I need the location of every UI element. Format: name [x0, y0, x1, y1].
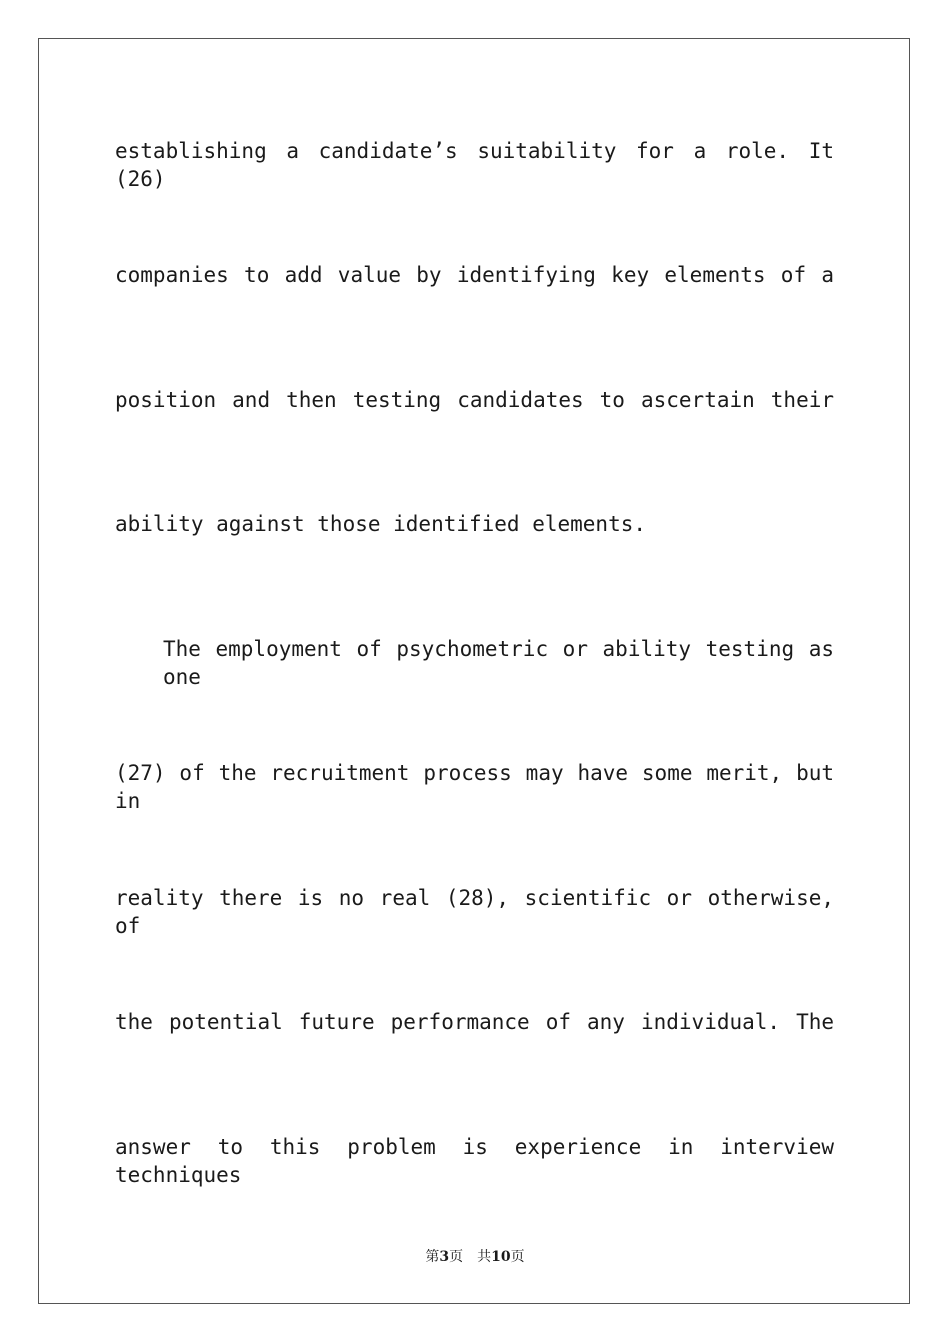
text-line-1: establishing a candidate’s suitability for a role. It (26): [115, 139, 834, 191]
footer-page-prefix: 第: [425, 1249, 440, 1265]
footer-total-prefix: 共: [477, 1249, 492, 1265]
footer-total-suffix: 页: [510, 1249, 525, 1265]
text-line-8: the potential future performance of any individual. The: [115, 1010, 834, 1034]
text-line-2: companies to add value by identifying key elements of a: [115, 263, 834, 287]
text-line-5: The employment of psychometric or ability testing as one: [163, 637, 834, 689]
text-line-4: ability against those identified elements.: [115, 512, 647, 536]
footer-total-pages: 10: [491, 1249, 511, 1265]
text-line-7: reality there is no real (28), scientific or otherwise, of: [115, 886, 834, 938]
footer-page-number: 3: [439, 1249, 450, 1265]
page-footer: [0, 1246, 950, 1266]
text-line-9: answer to this problem is experience in interview techniques: [115, 1135, 834, 1187]
footer-page-suffix: 页: [449, 1249, 464, 1265]
text-line-3: position and then testing candidates to ascertain their: [115, 388, 834, 412]
text-line-6: (27) of the recruitment process may have some merit, but in: [115, 761, 834, 813]
